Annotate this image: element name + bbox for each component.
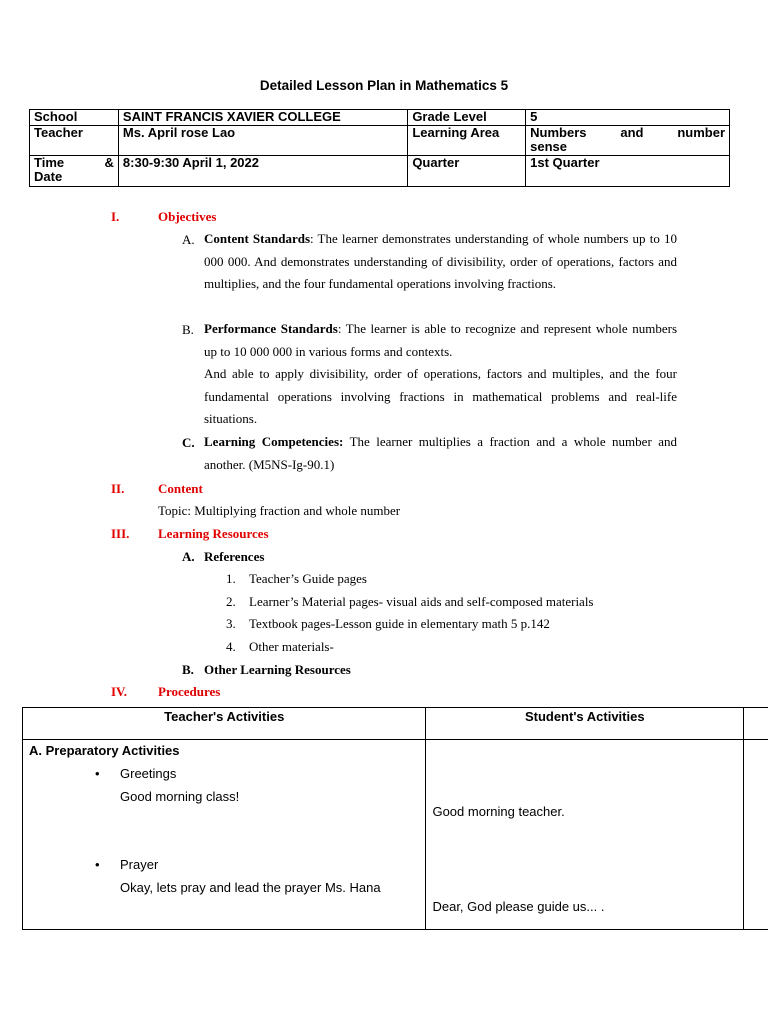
reference-number: 4.: [226, 639, 236, 654]
time-date-value: 8:30-9:30 April 1, 2022: [118, 155, 407, 186]
learning-area-word: sense: [530, 139, 568, 154]
teacher-greeting: Good morning class!: [120, 789, 240, 804]
school-value: SAINT FRANCIS XAVIER COLLEGE: [118, 110, 407, 126]
quarter-label: Quarter: [408, 155, 526, 186]
performance-standards-text: : The learner is able to recognize and represent whole numbers up to 10 000 000 in various forms and contexts.: [204, 321, 677, 359]
learning-area-value: [526, 125, 730, 155]
references-heading: References: [204, 549, 265, 564]
quarter-value: 1st Quarter: [526, 155, 730, 186]
extra-column-cell: [744, 740, 768, 930]
document-title: Detailed Lesson Plan in Mathematics 5: [259, 78, 509, 93]
procedures-row: [23, 740, 768, 930]
bullet-icon: •: [95, 857, 100, 872]
section-number: I.: [111, 209, 120, 224]
reference-item: Learner’s Material pages- visual aids and self-composed materials: [249, 594, 594, 609]
grade-level-label: Grade Level: [408, 110, 526, 126]
grade-level-value: 5: [526, 110, 730, 126]
learning-area-label: Learning Area: [408, 125, 526, 155]
info-table: [29, 109, 730, 187]
student-greeting: Good morning teacher.: [432, 804, 565, 819]
section-title-content: Content: [158, 481, 203, 496]
greetings-label: Greetings: [120, 766, 177, 781]
ampersand: &: [104, 154, 114, 170]
extra-column-header: [744, 708, 768, 740]
teacher-prayer-instruction: Okay, lets pray and lead the prayer Ms. Hana: [120, 880, 381, 895]
bullet-icon: •: [95, 766, 100, 781]
content-standards-heading: Content Standards: [204, 231, 311, 246]
performance-standards: [204, 318, 677, 431]
other-resources-heading: Other Learning Resources: [204, 662, 351, 677]
item-letter: B.: [182, 662, 194, 677]
student-activities-cell: [426, 740, 744, 930]
time-label: Time: [34, 154, 65, 170]
teacher-activities-header: Teacher's Activities: [23, 708, 426, 740]
learning-competencies-text: The learner multiplies a fraction and a whole number and another. (M5NS-Ig-90.1): [204, 434, 677, 472]
item-letter: A.: [182, 232, 195, 247]
item-letter: B.: [182, 322, 194, 337]
section-title-procedures: Procedures: [158, 684, 221, 699]
school-label: School: [30, 110, 119, 126]
teacher-label: Teacher: [30, 125, 119, 155]
prayer-label: Prayer: [120, 857, 159, 872]
content-standards-text: : The learner demonstrates understanding of whole numbers up to 10 000 000. And demonstrates understanding of divisibility, order of operations, factors and multiplies, and the four fundamental operations involving fractions.: [204, 231, 677, 292]
student-prayer: Dear, God please guide us... .: [432, 899, 605, 914]
content-standards: [204, 228, 677, 296]
reference-number: 1.: [226, 571, 236, 586]
teacher-value: Ms. April rose Lao: [118, 125, 407, 155]
info-row-teacher: [30, 125, 730, 155]
item-letter: C.: [182, 435, 195, 450]
procedures-header-row: [23, 708, 768, 740]
learning-competencies-heading: Learning Competencies:: [204, 434, 344, 449]
learning-area-word: and: [620, 124, 644, 140]
info-row-time: [30, 155, 730, 186]
student-activities-header: Student's Activities: [426, 708, 744, 740]
learning-area-word: Numbers: [530, 124, 587, 140]
teacher-activities-cell: [23, 740, 426, 930]
section-number: III.: [111, 526, 130, 541]
reference-number: 3.: [226, 616, 236, 631]
date-label: Date: [34, 169, 63, 184]
time-date-label: [30, 155, 119, 186]
section-number: II.: [111, 481, 125, 496]
learning-competencies: [204, 431, 677, 476]
section-title-learning-resources: Learning Resources: [158, 526, 269, 541]
performance-standards-text-2: And able to apply divisibility, order of operations, factors and multiples, and the four fundamental operations involving fractions in mathematical problems and real-life situations.: [204, 366, 677, 427]
item-letter: A.: [182, 549, 195, 564]
reference-number: 2.: [226, 594, 236, 609]
reference-item: Other materials-: [249, 639, 334, 654]
learning-area-word: number: [677, 124, 725, 140]
reference-item: Textbook pages-Lesson guide in elementary math 5 p.142: [249, 616, 550, 631]
performance-standards-heading: Performance Standards: [204, 321, 338, 336]
section-title-objectives: Objectives: [158, 209, 217, 224]
preparatory-activities-heading: A. Preparatory Activities: [29, 743, 180, 758]
section-number: IV.: [111, 684, 128, 699]
reference-item: Teacher’s Guide pages: [249, 571, 367, 586]
procedures-table: [22, 707, 768, 930]
info-row-school: [30, 110, 730, 126]
topic-text: Topic: Multiplying fraction and whole number: [158, 503, 401, 518]
